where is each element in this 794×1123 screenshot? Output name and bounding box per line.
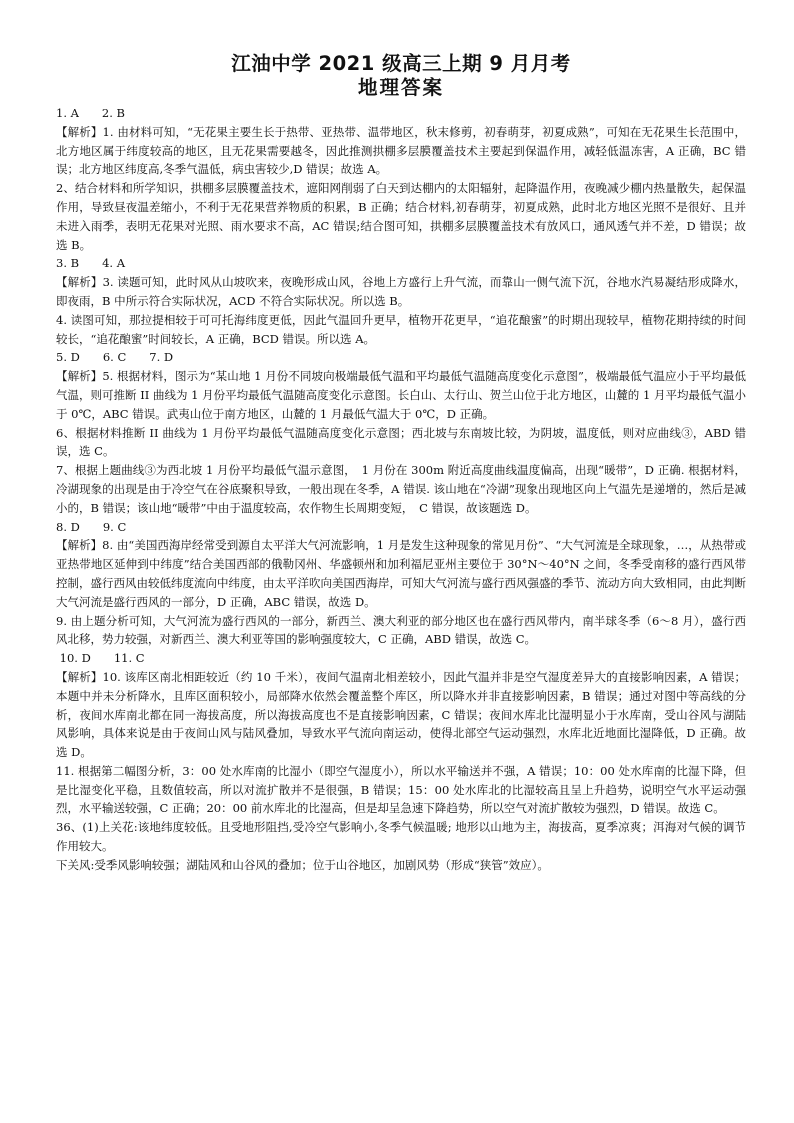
explanation-q36-part2: 下关风:受季风影响较强；湖陆风和山谷风的叠加；位于山谷地区，加剧风势（形成“狭管”效应）。 [56, 857, 549, 872]
explanation-q9: 9. 由上题分析可知，大气河流为盛行西风的一部分，新西兰、澳大利亚的部分地区也在盛行西风带内，南半球冬季（6～8 月），盛行西风北移，势力较强，对新西兰、澳大利亚等国的影响强度较大，C 正确，ABD 错误，故选 C。 [56, 613, 746, 647]
explanation-q7: 7、根据上题曲线③为西北坡 1 月份平均最低气温示意图， 1 月份在 300m 附近高度曲线温度偏高，出现“暖带”，D 正确. 根据材料，冷湖现象的出现是由于冷空气在谷底聚积导致，一般出现在冬季，A 错误. 该山地在“冷湖”现象出现地区向上气温先是递增的，然后是减小的，B 错误；该山地“暖带”中由于温度较高，农作物生长周期变短， C 错误，故该题选 D。 [56, 463, 746, 515]
page-subtitle: 地理答案 [357, 76, 444, 99]
explanation-q36-part1: 36、(1)上关花:该地纬度较低。且受地形阻挡,受冷空气影响小,冬季气候温暖; 地形以山地为主，海拔高，夏季凉爽；洱海对气候的调节作用较大。 [56, 820, 746, 854]
explanation-q1: 【解析】1. 由材料可知，“无花果主要生长于热带、亚热带、温带地区，秋末修剪，初春萌芽，初夏成熟”，可知在无花果生长范围中，北方地区属于纬度较高的地区，且无花果需要越冬，因此推测拱棚多层膜覆盖技术主要起到保温作用，减轻低温冻害，A 正确，BC 错误；北方地区纬度高,冬季气温低，病虫害较少,D 错误；故选 A。 [56, 124, 746, 177]
answer-line-q3-4: 3. B 4. A [56, 256, 126, 271]
explanation-q10: 【解析】10. 该库区南北相距较近（约 10 千米），夜间气温南北相差较小，因此气温并非是空气湿度差异大的直接影响因素，A 错误；本题中并未分析降水，且库区面积较小，局部降水依然会覆盖整个库区，所以降水并非直接影响因素，B 错误；通过对图中等高线的分析，夜间水库南北都在同一海拔高度，所以海拔高度也不是直接影响因素，C 错误；夜间水库北比湿明显小于水库南，受山谷风与湖陆风影响，具体来说是由于夜间山风与陆风叠加，导致水平气流向南运动，使得北部空气运动强烈，水库北近地面比湿降低，D 正确。故选 D。 [56, 669, 746, 760]
page-title: 江油中学 2021 级高三上期 9 月月考 [231, 52, 571, 75]
explanation-q3: 【解析】3. 读题可知，此时风从山坡吹来，夜晚形成山风，谷地上方盛行上升气流，而靠山一侧气流下沉，谷地水汽易凝结形成降水，即夜雨，B 中所示符合实际状况，ACD 不符合实际状况。所以选 B。 [56, 275, 746, 308]
answer-line-q1-2: 1. A 2. B [56, 106, 126, 120]
explanation-q6: 6、根据材料推断 II 曲线为 1 月份平均最低气温随高度变化示意图；西北坡与东南坡比较，为阴坡，温度低，则对应曲线③，ABD 错误，选 C。 [56, 425, 746, 459]
explanation-q4: 4. 读图可知，那拉提相较于可可托海纬度更低，因此气温回升更早，植物开花更早，“追花酿蜜”的时期出现较早，植物花期持续的时间较长，“追花酿蜜”时间较长，A 正确，BCD 错误。所以选 A。 [56, 312, 746, 346]
explanation-q2: 2、结合材料和所学知识，拱棚多层膜覆盖技术，遮阳网削弱了白天到达棚内的太阳辐射，起降温作用，夜晚减少棚内热量散失，起保温作用，导致昼夜温差缩小，不利于无花果营养物质的积累，B 正确；结合材料,初春萌芽，初夏成熟，此时北方地区光照不是很好、且并未进入雨季，表明无花果对光照、雨水要求不高，AC 错误;结合图可知，拱棚多层膜覆盖技术有放风口，通风透气并不差，D 错误；故选 B。 [56, 181, 746, 252]
explanation-q11: 11. 根据第二幅图分析，3：00 处水库南的比湿小（即空气湿度小），所以水平输送并不强，A 错误；10：00 处水库南的比湿下降，但是比湿变化平稳，且数值较高，所以对流扩散并不是很强，B 错误；15：00 处水库北的比湿较高且呈上升趋势，说明空气水平运动强烈，水平输送较强，C 正确；20：00 前水库北的比湿高，但是却呈急速下降趋势，所以空气对流扩散较为强烈，D 错误。故选 C。 [56, 763, 746, 816]
explanation-q8: 【解析】8. 由“美国西海岸经常受到源自太平洋大气河流影响，1 月是发生这种现象的常见月份”、“大气河流是全球现象，…，从热带或亚热带地区延伸到中纬度”结合美国西部的俄勒冈州、华盛顿州和加利福尼亚州主要位于 30°N～40°N 之间，冬季受南移的盛行西风带控制，盛行西风由较低纬度流向中纬度，由太平洋吹向美国西海岸，可知大气河流与盛行西风强盛的季节、流动方向大致相同，由此判断大气河流是盛行西风的一部分，D 正确，ABC 错误，故选 D。 [56, 538, 746, 609]
answer-body [56, 104, 746, 875]
answer-line-q8-9: 8. D 9. C [56, 519, 127, 534]
explanation-q5: 【解析】5. 根据材料，图示为“某山地 1 月份不同坡向极端最低气温和平均最低气温随高度变化示意图”，极端最低气温应小于平均最低气温，则可推断 II 曲线为 1 月份平均最低气温随高度变化示意图。长白山、太行山、贺兰山位于北方地区，山麓的 1 月平均最低气温小于 0℃，ABC 错误。武夷山位于南方地区，山麓的 1 月最低气温大于 0℃，D 正确。 [56, 369, 746, 421]
answer-line-q5-7: 5. D 6. C 7. D [56, 350, 174, 365]
header [56, 52, 746, 100]
answer-sheet [56, 52, 746, 875]
answer-line-q10-11: 10. D 11. C [56, 651, 145, 666]
